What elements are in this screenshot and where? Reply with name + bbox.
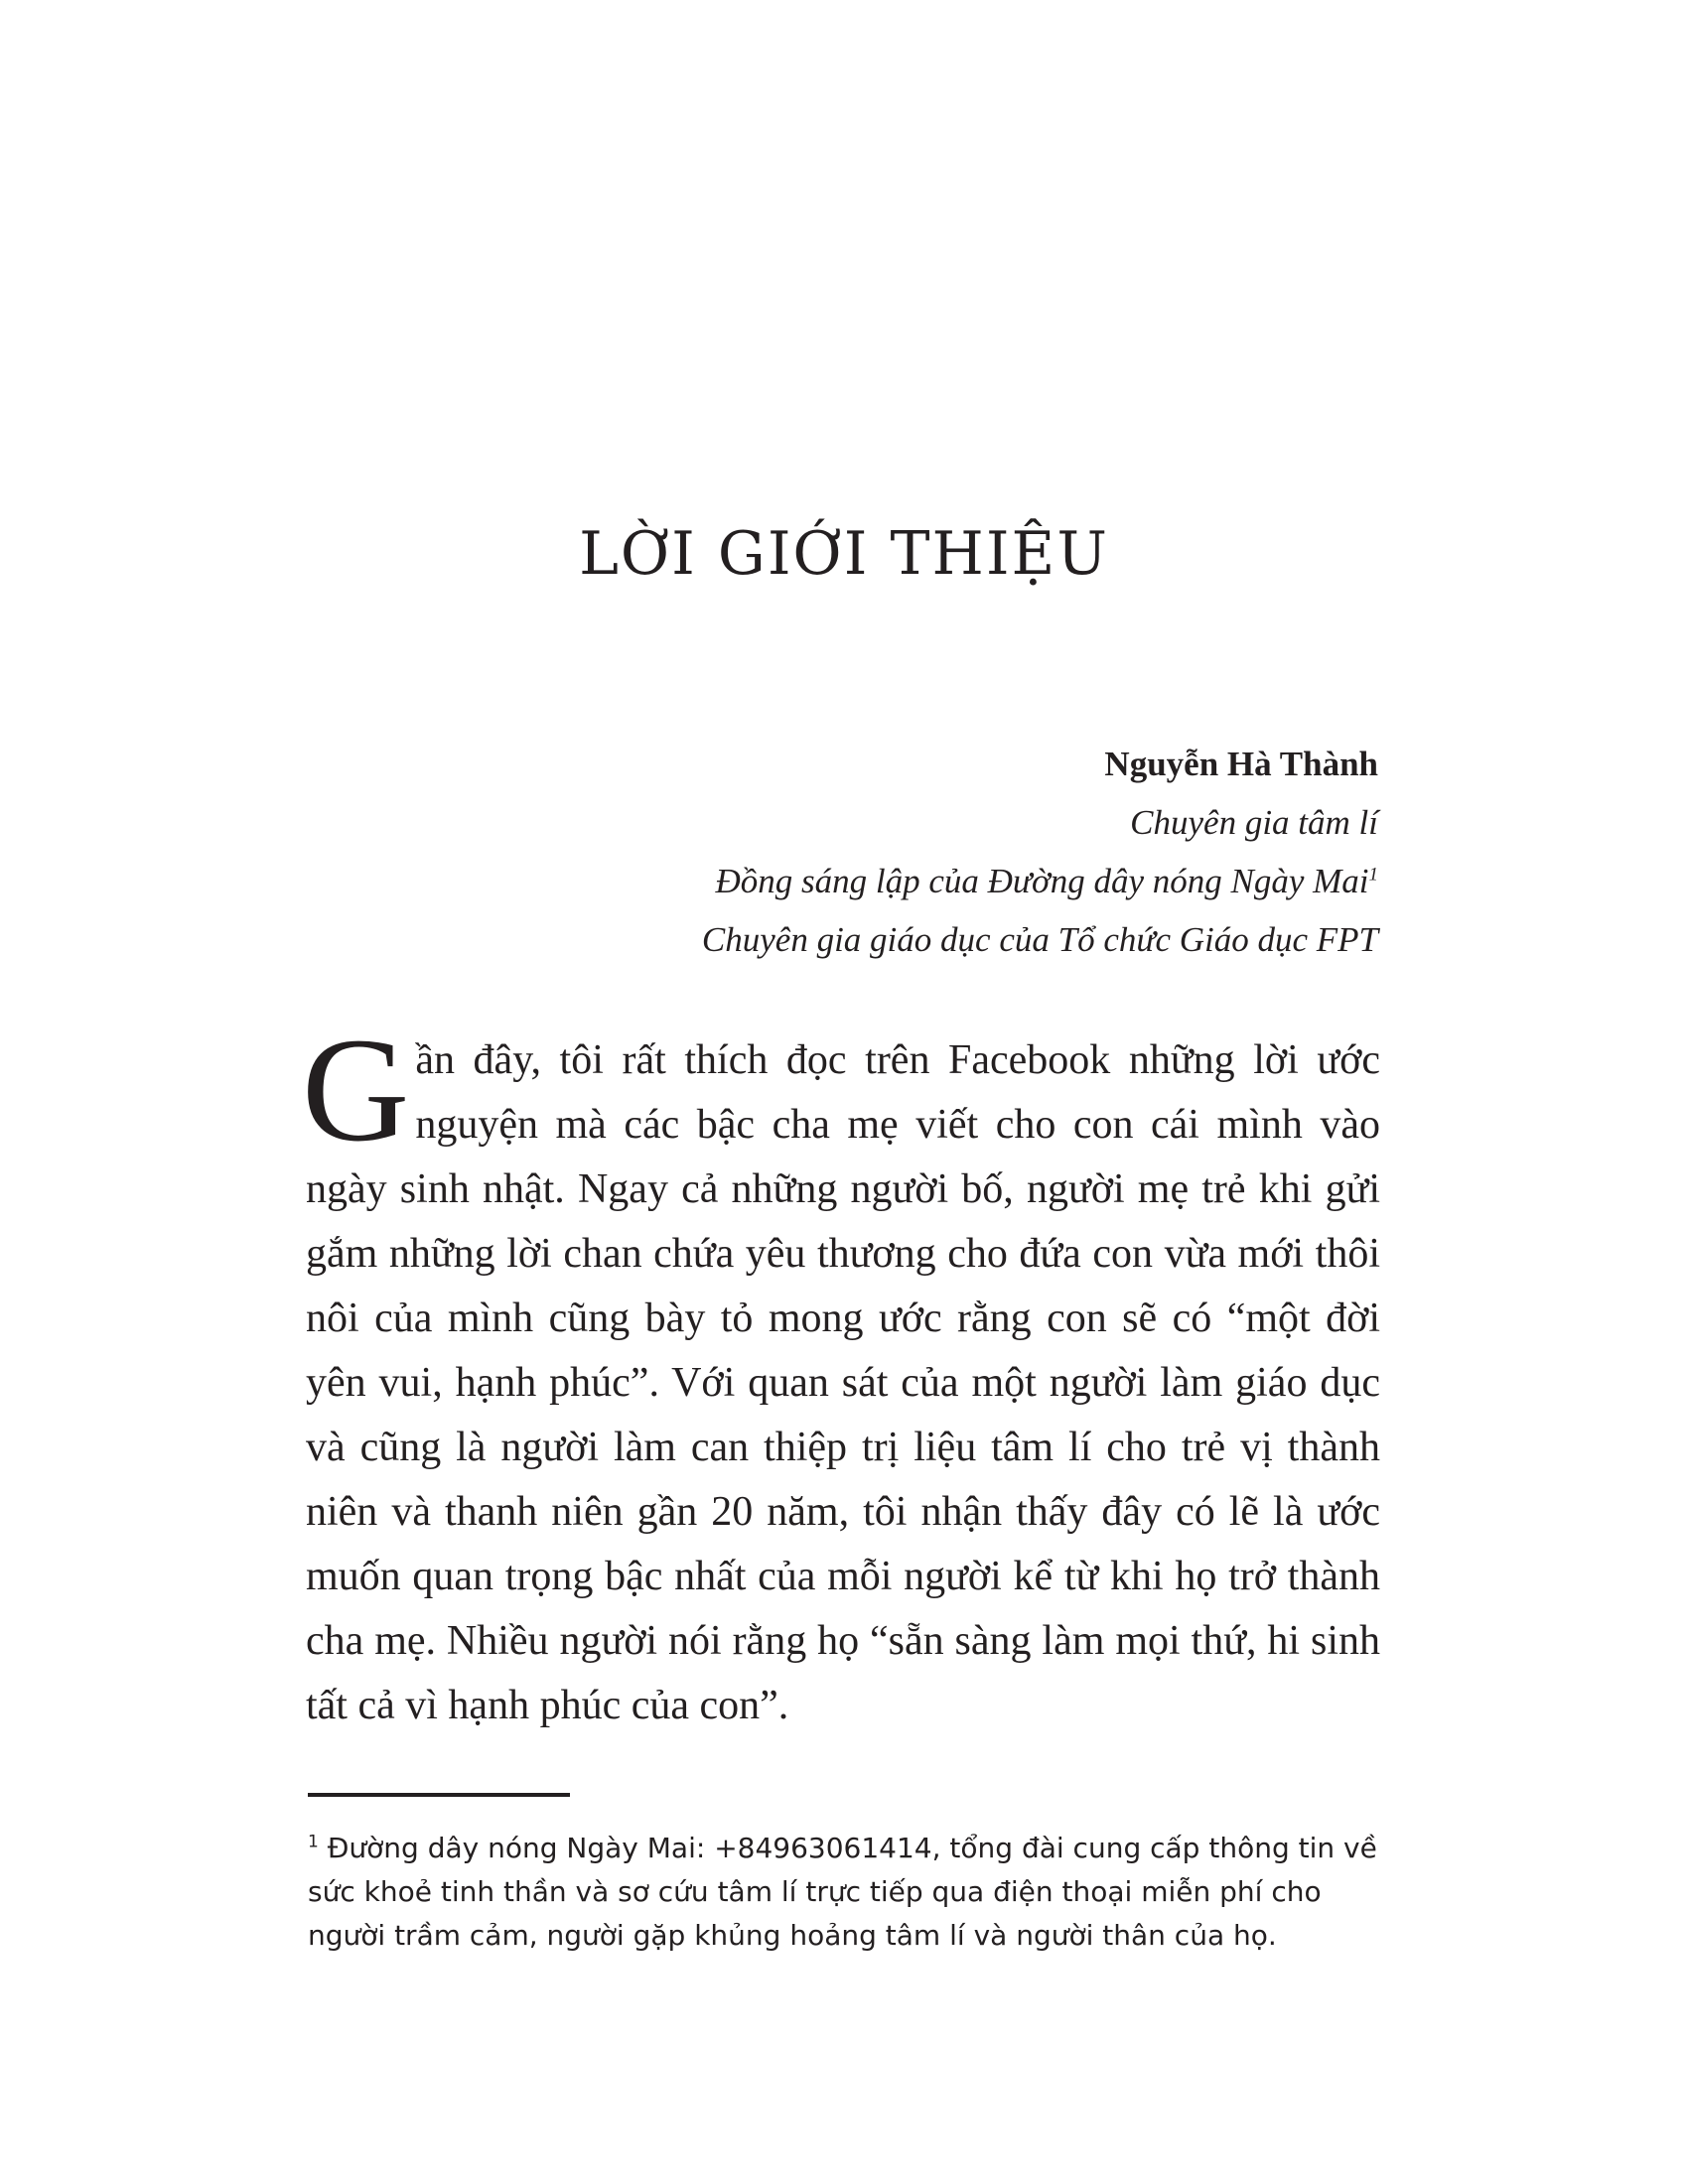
footnote-divider: [308, 1793, 570, 1797]
author-role-1: Chuyên gia tâm lí: [1130, 803, 1378, 842]
drop-cap: G: [302, 1008, 410, 1172]
footnote-marker: 1: [308, 1832, 319, 1852]
author-role-2-text: Đồng sáng lập của Đường dây nóng Ngày Mai: [715, 862, 1369, 900]
footnote-reference[interactable]: 1: [1368, 864, 1378, 886]
author-role-2: [286, 852, 1378, 910]
chapter-title: LỜI GIỚI THIỆU: [579, 519, 1109, 589]
author-role-3: Chuyên gia giáo dục của Tổ chức Giáo dục FPT: [701, 920, 1378, 959]
footnote: [308, 1827, 1380, 1958]
footnote-text: Đường dây nóng Ngày Mai: +84963061414, tổng đài cung cấp thông tin về sức khoẻ tinh thần và sơ cứu tâm lí trực tiếp qua điện thoại miễn phí cho người trầm cảm, người gặp khủng hoảng tâm lí và người thân của họ.: [308, 1832, 1377, 1952]
author-byline: [286, 735, 1378, 969]
author-name: Nguyễn Hà Thành: [1104, 745, 1378, 783]
body-paragraph-text: ần đây, tôi rất thích đọc trên Facebook những lời ước nguyện mà các bậc cha mẹ viết cho con cái mình vào ngày sinh nhật. Ngay cả những người bố, người mẹ trẻ khi gửi gắm những lời chan chứa yêu thương cho đứa con vừa mới thôi nôi của mình cũng bày tỏ mong ước rằng con sẽ có “một đời yên vui, hạnh phúc”. Với quan sát của một người làm giáo dục và cũng là người làm can thiệp trị liệu tâm lí cho trẻ vị thành niên và thanh niên gần 20 năm, tôi nhận thấy đây có lẽ là ước muốn quan trọng bậc nhất của mỗi người kể từ khi họ trở thành cha mẹ. Nhiều người nói rằng họ “sẵn sàng làm mọi thứ, hi sinh tất cả vì hạnh phúc của con”.: [306, 1037, 1380, 1728]
body-paragraph: [302, 1008, 1380, 1738]
